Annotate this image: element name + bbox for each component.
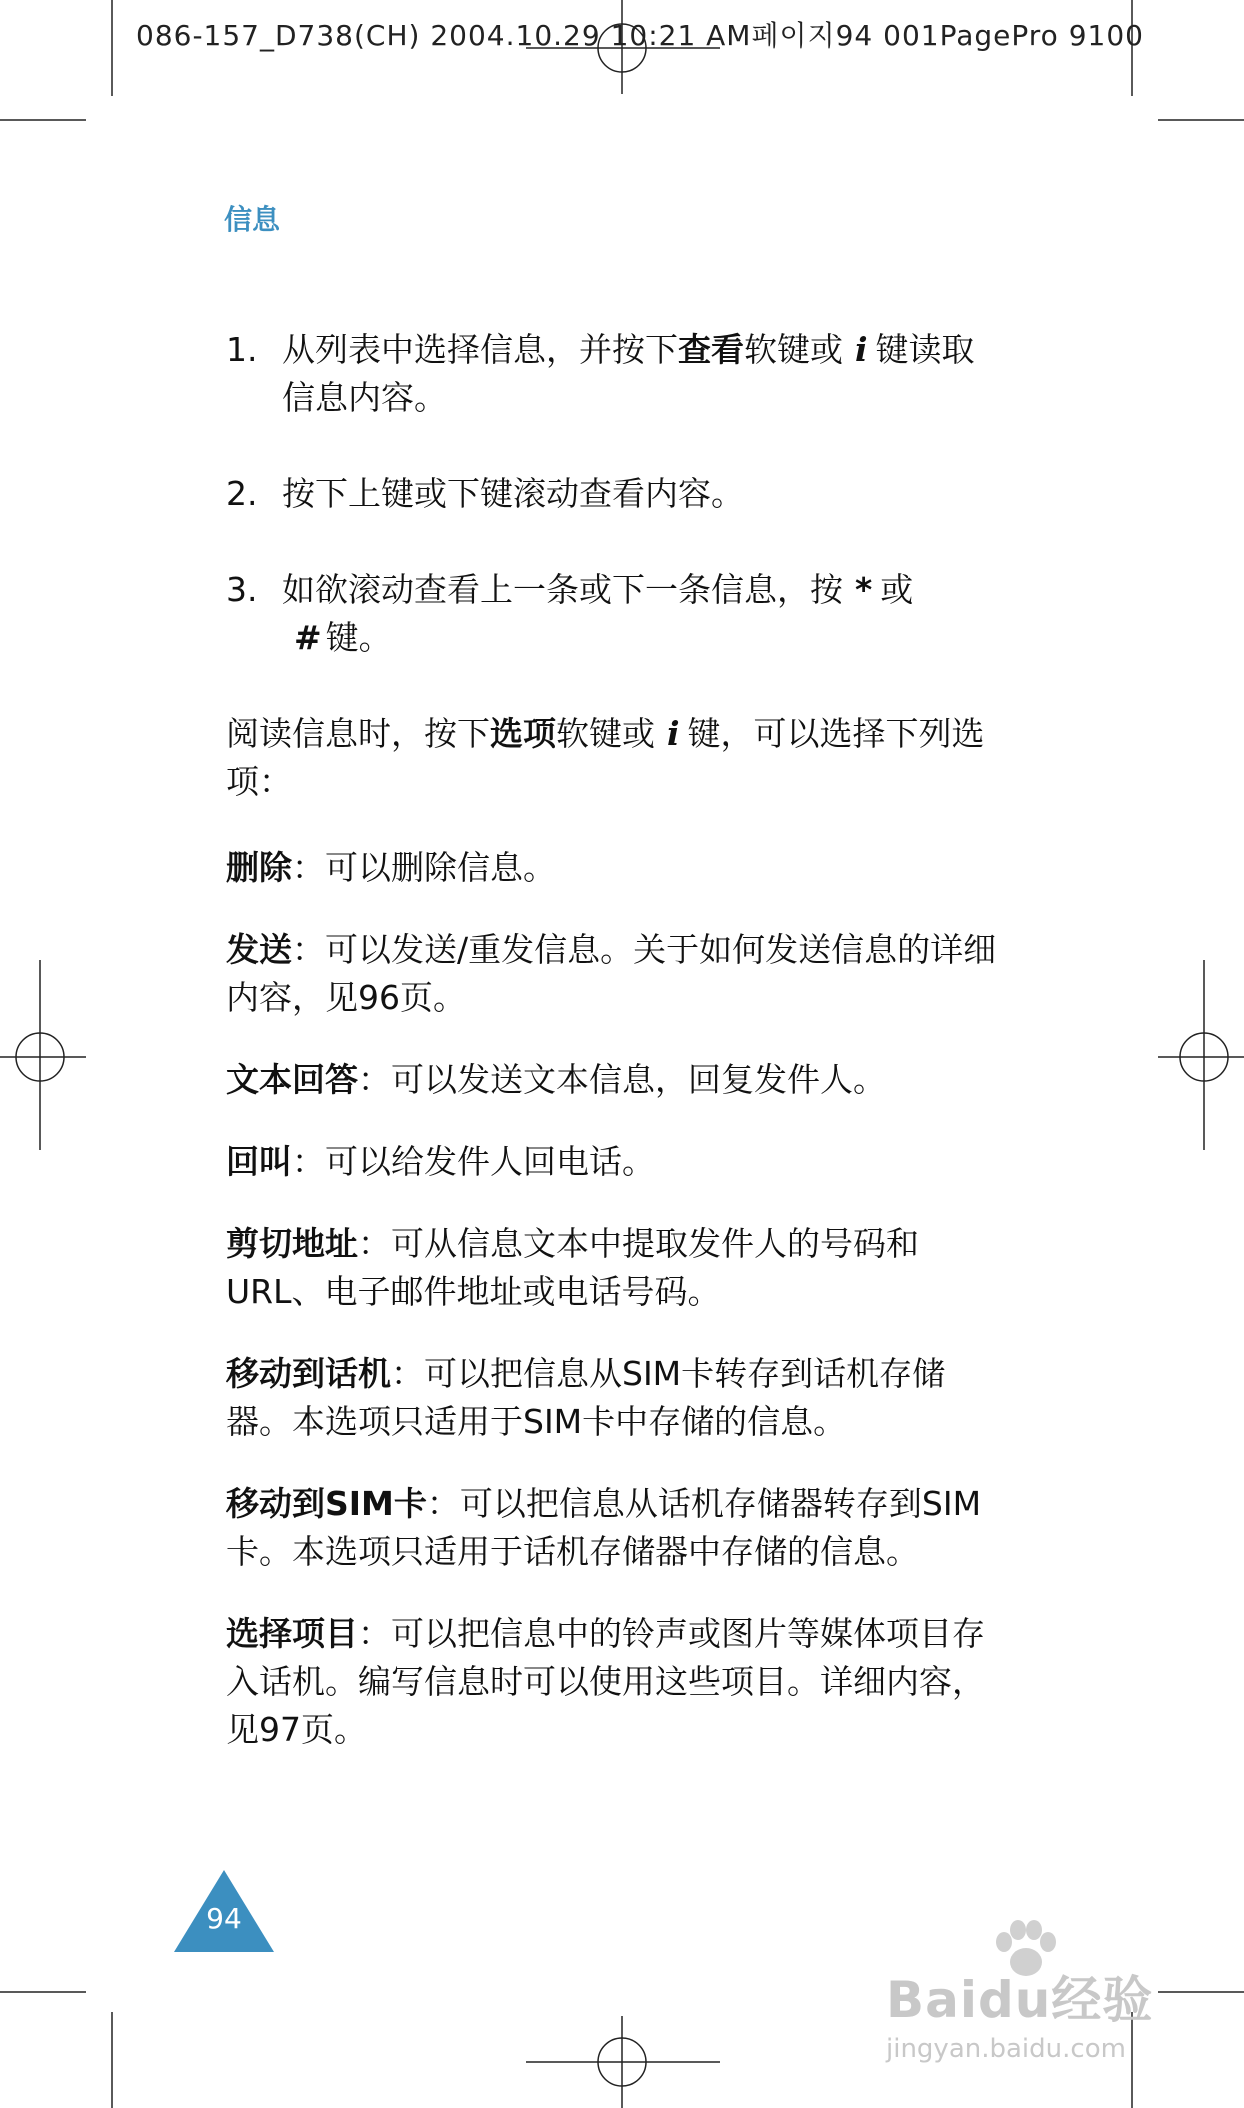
step-text-part: 如欲滚动查看上一条或下一条信息，按 [282, 570, 843, 609]
option-move-to-phone [226, 1350, 1006, 1446]
print-header: 086-157_D738(CH) 2004.10.29 10:21 AM페이지94 001PagePro 9100 [136, 19, 1144, 52]
option-delete [226, 844, 1006, 892]
step-text-part: 或 [880, 570, 914, 609]
option-move-to-sim [226, 1480, 1006, 1576]
hash-key-icon: # [294, 618, 322, 657]
intro-text-part: 键，可以选择下列选项： [226, 714, 985, 801]
option-description: ：可以给发件人回电话。 [292, 1142, 655, 1181]
softkey-name: 选项 [490, 714, 556, 753]
option-term: 剪切地址 [226, 1224, 358, 1263]
info-key-icon: i [667, 714, 680, 753]
option-select-item [226, 1610, 1006, 1754]
option-term: 发送 [226, 930, 292, 969]
step-text [282, 566, 1006, 662]
step-3 [226, 566, 1006, 662]
star-key-icon: * [855, 570, 873, 609]
option-description: ：可以发送/重发信息。关于如何发送信息的详细内容，见96页。 [226, 930, 997, 1017]
info-key-icon: i [855, 330, 868, 369]
option-cut-address [226, 1220, 1006, 1316]
step-2 [226, 470, 1006, 518]
step-number: 2. [226, 474, 258, 513]
option-description: ：可从信息文本中提取发件人的号码和URL、电子邮件地址或电话号码。 [226, 1224, 919, 1311]
option-description: ：可以删除信息。 [292, 848, 556, 887]
step-1 [226, 326, 1006, 422]
option-term: 移动到SIM卡 [226, 1484, 427, 1523]
step-number: 1. [226, 330, 258, 369]
options-intro [226, 710, 1006, 806]
softkey-name: 查看 [678, 330, 744, 369]
step-text: 按下上键或下键滚动查看内容。 [282, 474, 744, 513]
page-number: 94 [206, 1902, 242, 1935]
watermark-logo: Baidu经验 [886, 1971, 1154, 2029]
section-title: 信息 [224, 203, 281, 236]
step-text-part: 软键或 [744, 330, 843, 369]
option-term: 移动到话机 [226, 1354, 391, 1393]
step-text-part: 键读取信息内容。 [282, 330, 975, 417]
page-content [226, 326, 1006, 1788]
step-text-part: 键。 [325, 618, 392, 657]
option-text-reply [226, 1056, 1006, 1104]
intro-text-part: 软键或 [556, 714, 655, 753]
option-description: ：可以把信息从话机存储器转存到SIM卡。本选项只适用于话机存储器中存储的信息。 [226, 1484, 982, 1571]
option-term: 选择项目 [226, 1614, 358, 1653]
option-description: ：可以把信息从SIM卡转存到话机存储器。本选项只适用于SIM卡中存储的信息。 [226, 1354, 946, 1441]
step-text-part: 从列表中选择信息，并按下 [282, 330, 678, 369]
option-term: 文本回答 [226, 1060, 358, 1099]
option-description: ：可以发送文本信息，回复发件人。 [358, 1060, 886, 1099]
intro-text-part: 阅读信息时，按下 [226, 714, 490, 753]
step-number: 3. [226, 570, 258, 609]
step-text [282, 326, 1006, 422]
option-call-back [226, 1138, 1006, 1186]
option-description: ：可以把信息中的铃声或图片等媒体项目存入话机。编写信息时可以使用这些项目。详细内容，见97页。 [226, 1614, 985, 1749]
watermark-url: jingyan.baidu.com [886, 2034, 1126, 2064]
watermark [886, 1960, 1186, 2064]
option-send [226, 926, 1006, 1022]
option-term: 删除 [226, 848, 292, 887]
option-term: 回叫 [226, 1142, 292, 1181]
